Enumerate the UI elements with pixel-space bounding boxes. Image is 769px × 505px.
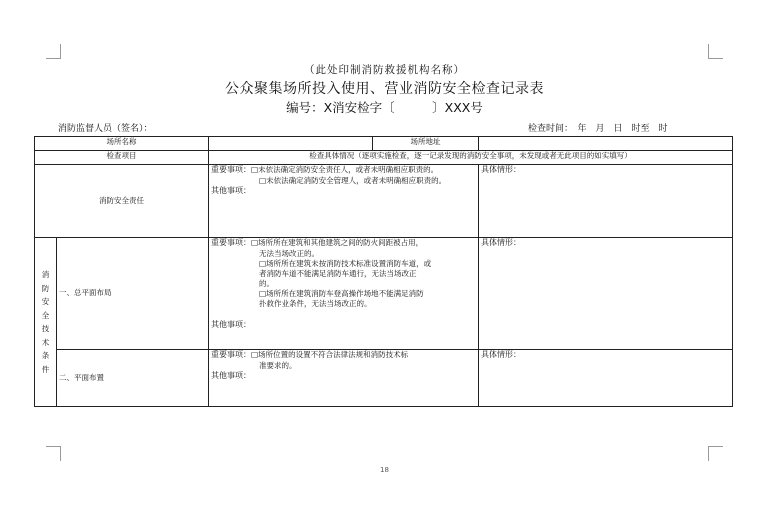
crop-mark-top-left xyxy=(46,44,61,59)
general-layout-row xyxy=(35,238,733,350)
inspection-record-table xyxy=(34,136,733,407)
vertical-char: 消 xyxy=(41,270,50,279)
check-time-label: 检查时间： 年 月 日 时至 时 xyxy=(528,124,668,134)
venue-info-row xyxy=(35,137,733,151)
section-name: 二、平面布置 xyxy=(59,372,104,382)
important-items xyxy=(211,165,476,176)
vertical-char: 技 xyxy=(41,324,50,333)
vertical-char: 安 xyxy=(41,297,50,306)
vertical-char: 条 xyxy=(41,351,50,360)
crop-mark-top-right xyxy=(708,44,723,59)
checklist-item[interactable] xyxy=(211,238,476,259)
item-text: □场所位置的设置不符合法律法规和消防技术标 xyxy=(251,350,409,359)
checklist-item[interactable] xyxy=(211,259,476,289)
detail-label: 具体情形： xyxy=(481,350,521,359)
item-text: □场所所在建筑消防车登高操作场地不能满足消防 xyxy=(259,289,424,299)
checklist-item[interactable] xyxy=(211,289,476,309)
venue-name-label: 场所名称 xyxy=(35,137,209,151)
item-text: 准要求的。 xyxy=(259,360,297,370)
plane-layout-row xyxy=(35,350,733,407)
safety-responsibility-label: 消防安全责任 xyxy=(35,165,209,238)
item-text: 的。 xyxy=(259,279,274,289)
check-detail-header: 检查具体情况（逐项实施检查，逐一记录发现的消防安全事项，未发现或者无此项目的如实填写） xyxy=(209,151,733,165)
item-text: 无法当场改正的。 xyxy=(259,248,319,258)
safety-responsibility-detail[interactable] xyxy=(479,165,733,238)
supervisor-signature-label: 消防监督人员（签名）： xyxy=(58,124,153,134)
form-title: 公众聚集场所投入使用、营业消防安全检查记录表 xyxy=(225,81,544,97)
column-header-row xyxy=(35,151,733,165)
technical-conditions-label xyxy=(35,238,57,407)
general-layout-items xyxy=(209,238,479,350)
detail-label: 具体情形： xyxy=(481,238,521,247)
vertical-char: 防 xyxy=(41,283,50,293)
important-label: 重要事项： xyxy=(211,238,251,247)
item-text: □场所所在建筑未按消防技术标准设置消防车道，或 xyxy=(259,258,432,268)
section-name: 一、总平面布局 xyxy=(59,288,112,298)
other-items-label: 其他事项： xyxy=(211,185,251,195)
item-text: □场所所在建筑和其他建筑之间的防火间距被占用， xyxy=(251,238,424,247)
crop-mark-bottom-left xyxy=(46,446,61,461)
detail-label: 具体情形： xyxy=(481,165,521,174)
venue-name-field[interactable] xyxy=(209,137,373,151)
checklist-item[interactable] xyxy=(211,350,476,371)
other-items-label: 其他事项： xyxy=(211,319,251,329)
plane-layout-label xyxy=(57,350,209,407)
safety-responsibility-row xyxy=(35,165,733,238)
general-layout-detail[interactable] xyxy=(479,238,733,350)
item-text: 者消防车道不能满足消防车通行，无法当场改正 xyxy=(259,269,417,279)
item-text: 扑救作业条件，无法当场改正的。 xyxy=(259,299,372,309)
plane-layout-items xyxy=(209,350,479,407)
vertical-char: 术 xyxy=(41,337,50,347)
org-name-placeholder: （此处印制消防救援机构名称） xyxy=(304,64,465,76)
important-label: 重要事项： xyxy=(211,165,251,174)
plane-layout-detail[interactable] xyxy=(479,350,733,407)
venue-address-label: 场所地址 xyxy=(373,137,479,151)
important-label: 重要事项： xyxy=(211,350,251,359)
spacer xyxy=(211,310,476,320)
venue-address-field[interactable] xyxy=(479,137,733,151)
other-items-label: 其他事项： xyxy=(211,370,251,380)
checklist-item[interactable]: □未依法确定消防安全管理人，或者未明确相应职责的。 xyxy=(259,175,447,185)
page-number: 18 xyxy=(380,466,389,474)
check-item-header: 检查项目 xyxy=(35,151,209,165)
safety-responsibility-items xyxy=(209,165,479,238)
crop-mark-bottom-right xyxy=(708,446,723,461)
checklist-item[interactable]: □未依法确定消防安全责任人，或者未明确相应职责的。 xyxy=(251,165,439,174)
general-layout-label xyxy=(57,238,209,350)
vertical-char: 全 xyxy=(41,310,50,320)
vertical-char: 件 xyxy=(41,364,50,374)
form-serial-number: 编号：X消安检字〔 〕XXX号 xyxy=(286,100,483,115)
